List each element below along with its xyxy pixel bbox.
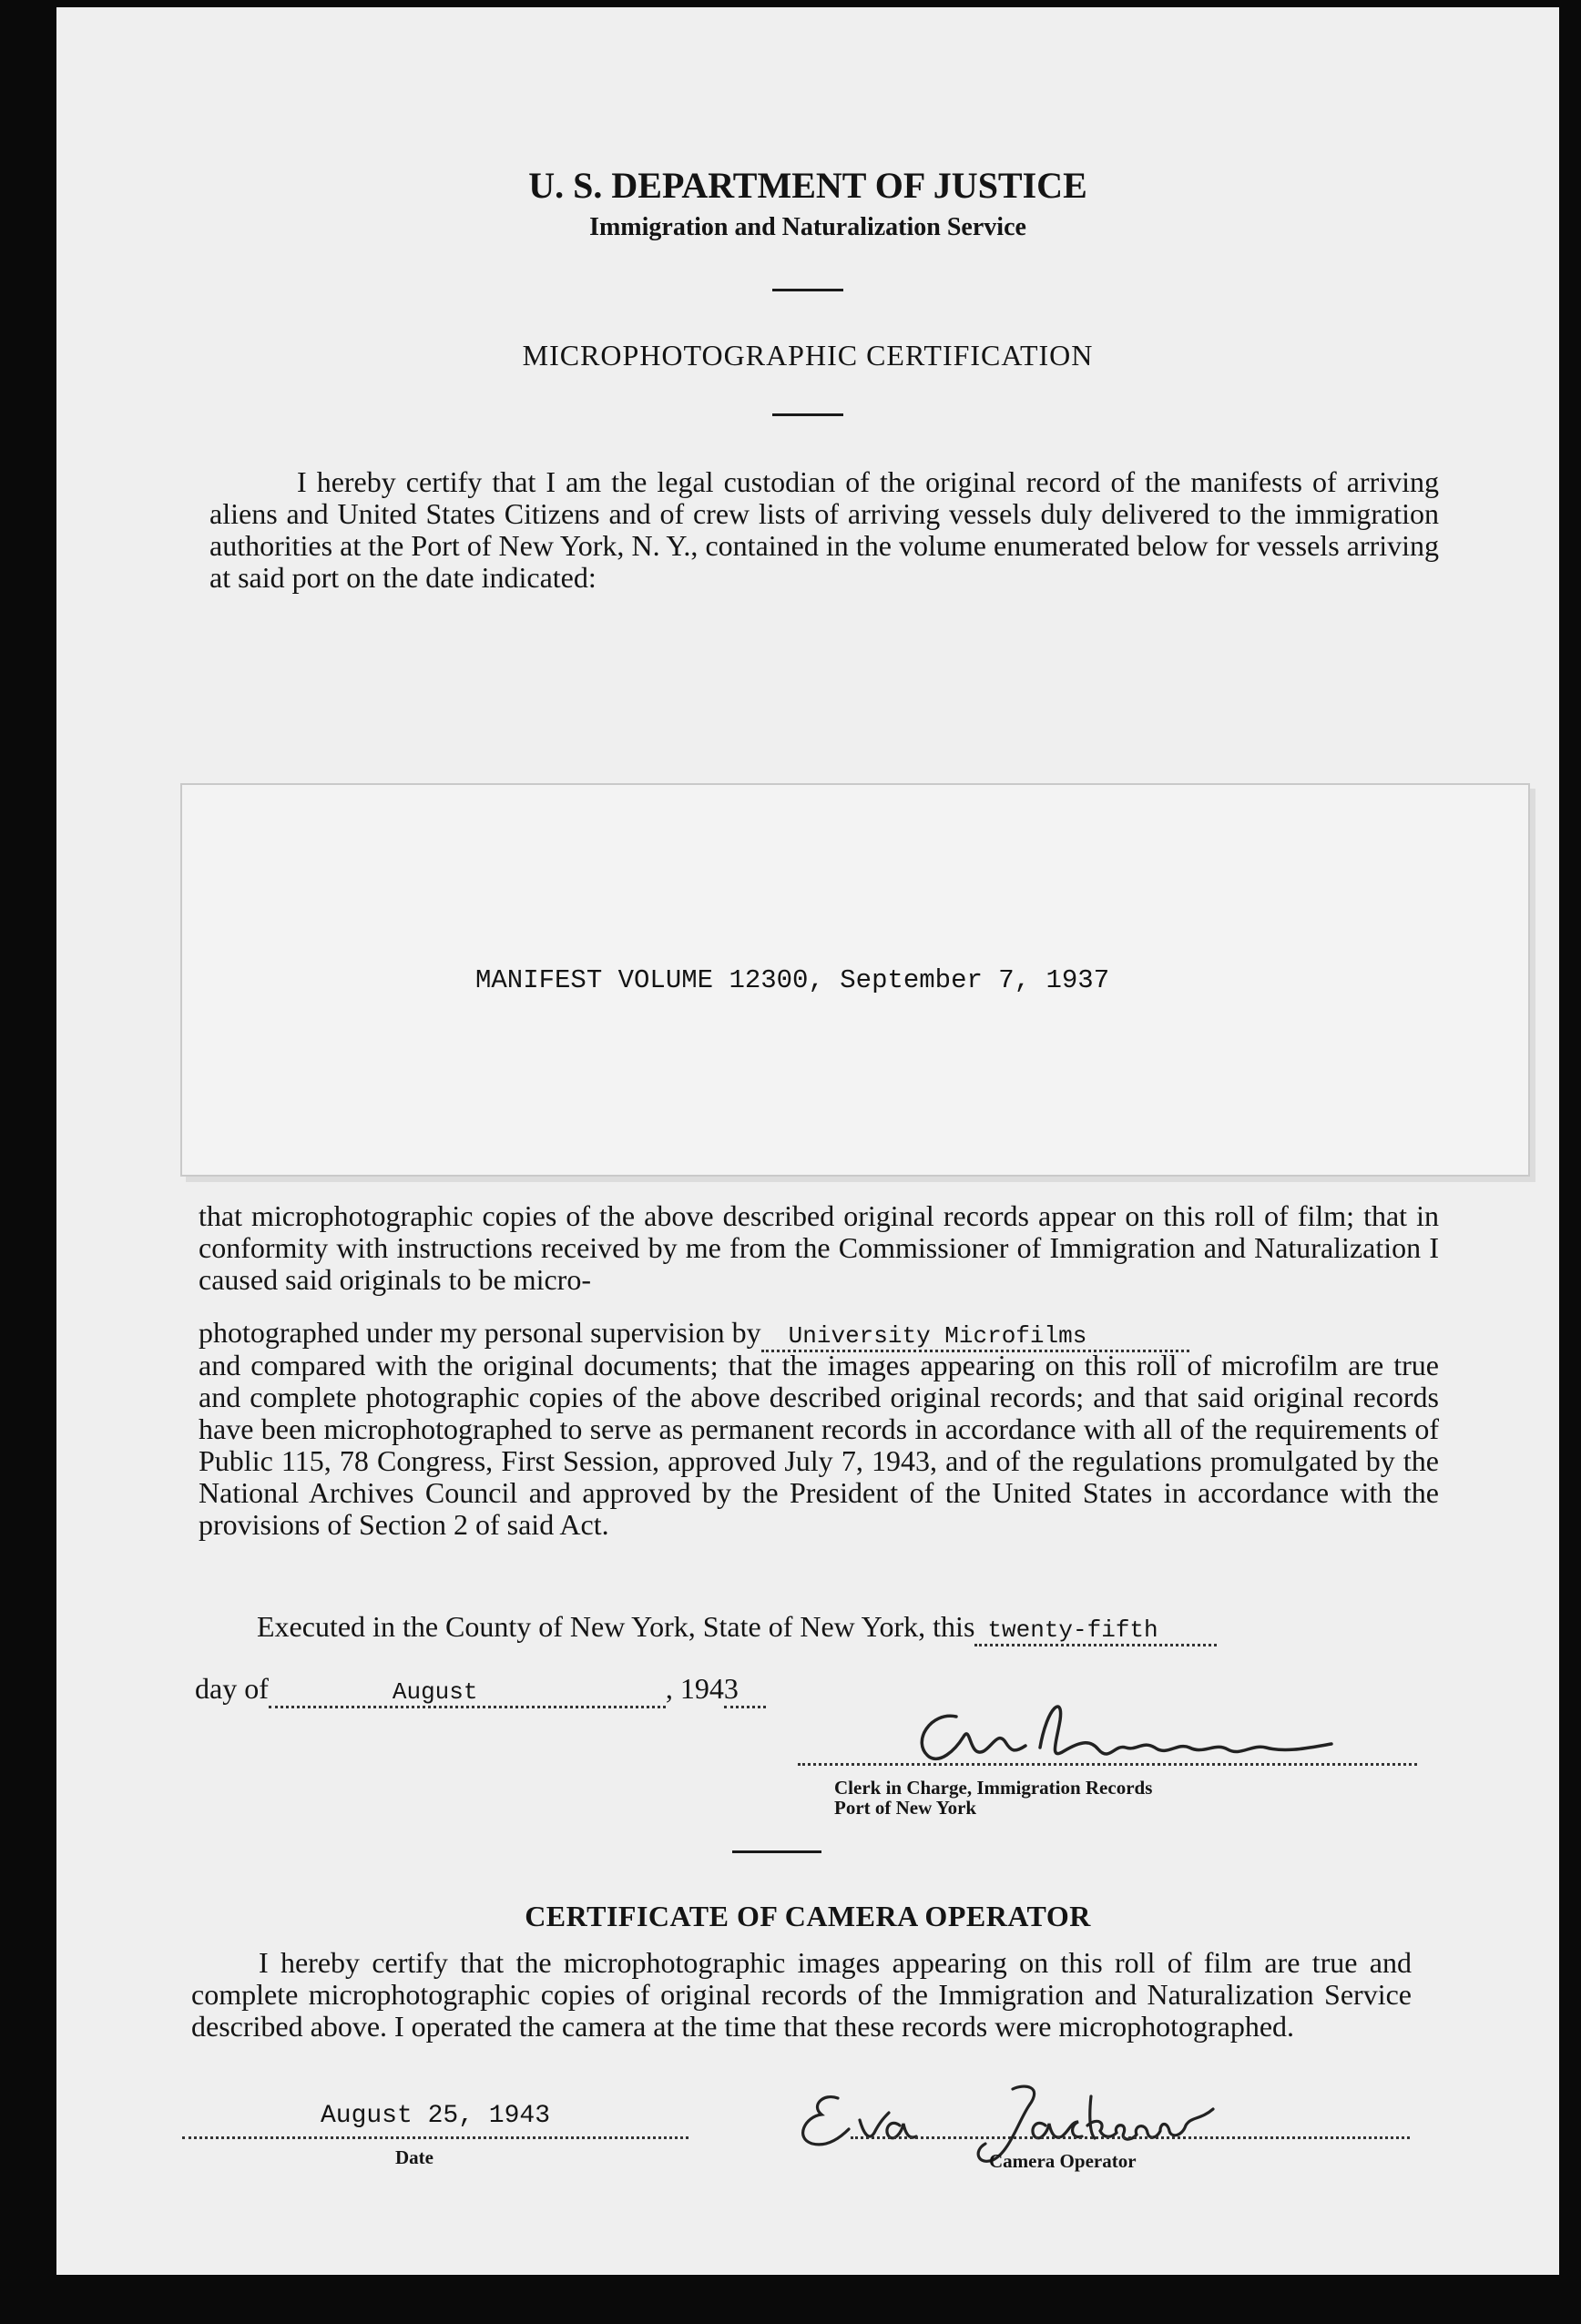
- date-line: [182, 2136, 688, 2139]
- clerk-signature-line: [798, 1763, 1417, 1766]
- service-subtitle: Immigration and Naturalization Service: [589, 213, 1026, 241]
- executed-label: Executed in the County of New York, State of New York, this: [257, 1610, 975, 1643]
- manifest-volume-text: MANIFEST VOLUME 12300, September 7, 1937: [475, 965, 1110, 995]
- day-field: twenty-fifth: [974, 1616, 1217, 1646]
- form-title: MICROPHOTOGRAPHIC CERTIFICATION: [522, 339, 1094, 372]
- body-paragraph-start: that microphotographic copies of the above described original records appear on this roll of film; that in conformity with instructions received by me from the Commissioner of Immigration and Naturalization I caused said originals to be micro-: [199, 1199, 1439, 1296]
- intro-paragraph: I hereby certify that I am the legal custodian of the original record of the manifests of arriving aliens and United States Citizens and of crew lists of arriving vessels duly delivered to the immigration authorities at the Port of New York, N. Y., contained in the volume enumerated below for vessels arriving at said port on the date indicated:: [209, 465, 1439, 594]
- clerk-title-line1: Clerk in Charge, Immigration Records: [834, 1777, 1153, 1799]
- executed-line: [257, 1610, 1217, 1646]
- date-label: Date: [395, 2146, 434, 2168]
- camera-operator-statement: I hereby certify that the microphotographic images appearing on this roll of film are true and complete microphotographic copies of original records of the Immigration and Naturalization Service described above. I operated the camera at the time that these records were microphotographed.: [191, 1946, 1412, 2043]
- divider: [772, 289, 843, 291]
- manifest-slip: [180, 783, 1530, 1177]
- operator-signature-line: [851, 2136, 1410, 2139]
- day-of-line: [195, 1672, 766, 1708]
- month-field: August: [269, 1678, 666, 1708]
- day-of-label: day of: [195, 1672, 269, 1705]
- supervision-line: [199, 1316, 1189, 1352]
- supervisor-name-field: University Microfilms: [761, 1322, 1189, 1352]
- supervision-label: photographed under my personal supervision by: [199, 1316, 761, 1349]
- clerk-title-line2: Port of New York: [834, 1797, 977, 1819]
- certificate-page: [56, 7, 1559, 2275]
- camera-operator-title: CERTIFICATE OF CAMERA OPERATOR: [525, 1900, 1091, 1932]
- department-title: U. S. DEPARTMENT OF JUSTICE: [528, 165, 1087, 206]
- operator-date-field: August 25, 1943: [320, 2102, 551, 2130]
- year-digit-field: 3: [724, 1672, 766, 1708]
- divider: [772, 413, 843, 416]
- divider: [732, 1850, 821, 1853]
- body-paragraph-end: and compared with the original documents; that the images appearing on this roll of microfilm are true and complete photographic copies of the above described original records; and that said original records have been microphotographed to serve as permanent records in accordance with all of the requirements of Public 115, 78 Congress, First Session, approved July 7, 1943, and of the regulations promulgated by the National Archives Council and approved by the President of the United States in accordance with the provisions of Section 2 of said Act.: [199, 1349, 1439, 1541]
- camera-operator-label: Camera Operator: [989, 2150, 1137, 2172]
- year-prefix: , 194: [665, 1672, 724, 1705]
